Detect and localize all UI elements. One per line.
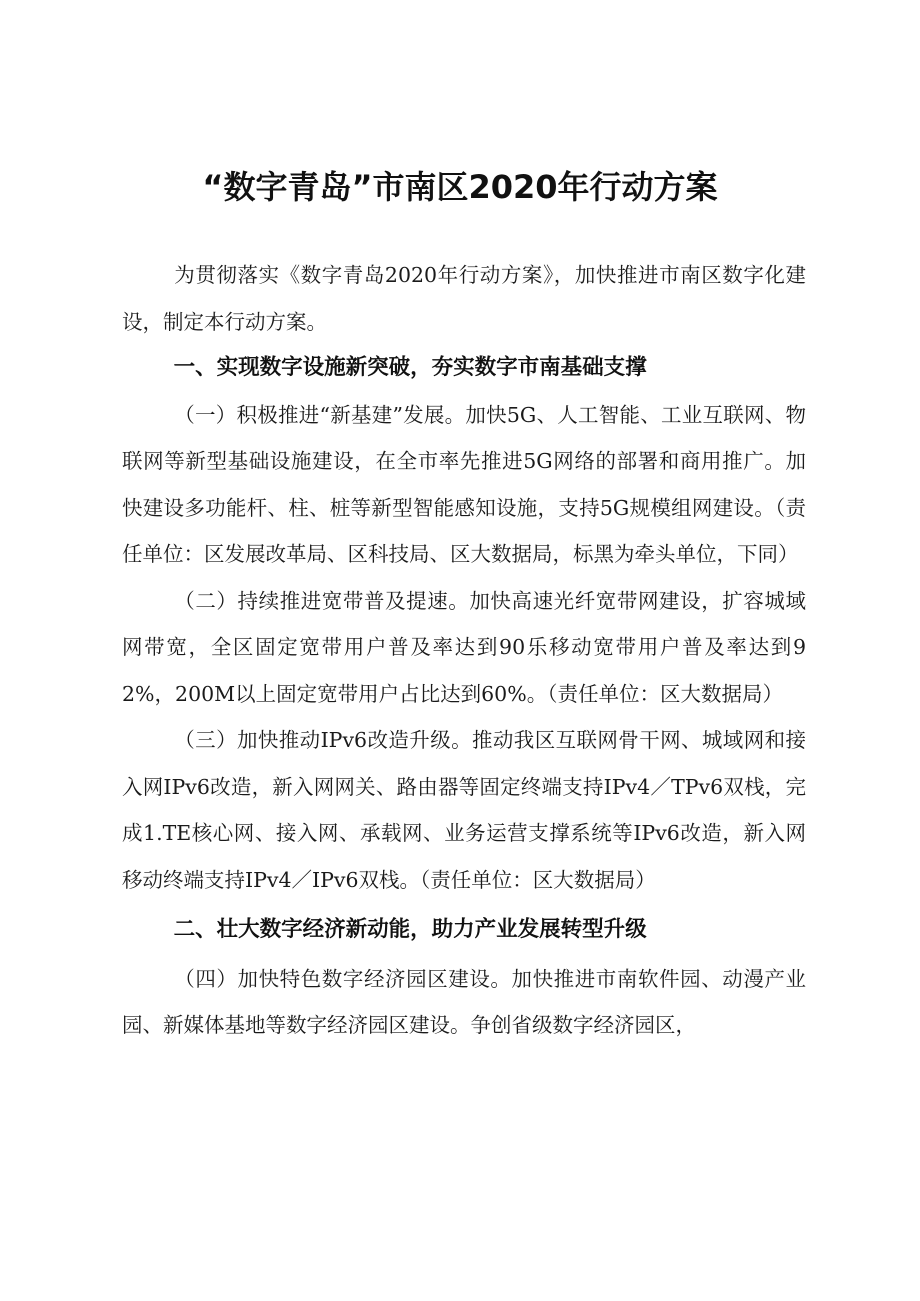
section-1-item-3: （三）加快推动IPv6改造升级。推动我区互联网骨干网、城域网和接入网IPv6改造，新入网网关、路由器等固定终端支持IPv4／TPv6双栈，完成1.TE核心网、接入网、承载网、业务运营支撑系统等IPv6改造，新入网移动终端支持IPv4／IPv6双栈。（责任单位：区大数据局） [122, 728, 806, 892]
document-title: “数字青岛”市南区2020年行动方案 [202, 168, 718, 206]
document-body [122, 252, 806, 1049]
section-1-item-2: （二）持续推进宽带普及提速。加快高速光纤宽带网建设，扩容城域网带宽，全区固定宽带用户普及率达到90乐移动宽带用户普及率达到92%，200M以上固定宽带用户占比达到60%。（责任单位：区大数据局） [122, 588, 806, 706]
section-1-item-1: （一）积极推进“新基建”发展。加快5G、人工智能、工业互联网、物联网等新型基础设施建设，在全市率先推进5G网络的部署和商用推广。加快建设多功能杆、柱、桩等新型智能感知设施，支持5G规模组网建设。（责任单位：区发展改革局、区科技局、区大数据局，标黑为牵头单位，下同） [122, 402, 806, 566]
section-2-item-1: （四）加快特色数字经济园区建设。加快推进市南软件园、动漫产业园、新媒体基地等数字经济园区建设。争创省级数字经济园区， [122, 966, 806, 1037]
intro-paragraph: 为贯彻落实《数字青岛2020年行动方案》，加快推进市南区数字化建设，制定本行动方案。 [122, 263, 806, 334]
section-heading-1: 一、实现数字设施新突破，夯实数字市南基础支撑 [173, 355, 647, 380]
section-heading-2: 二、壮大数字经济新动能，助力产业发展转型升级 [173, 917, 647, 942]
